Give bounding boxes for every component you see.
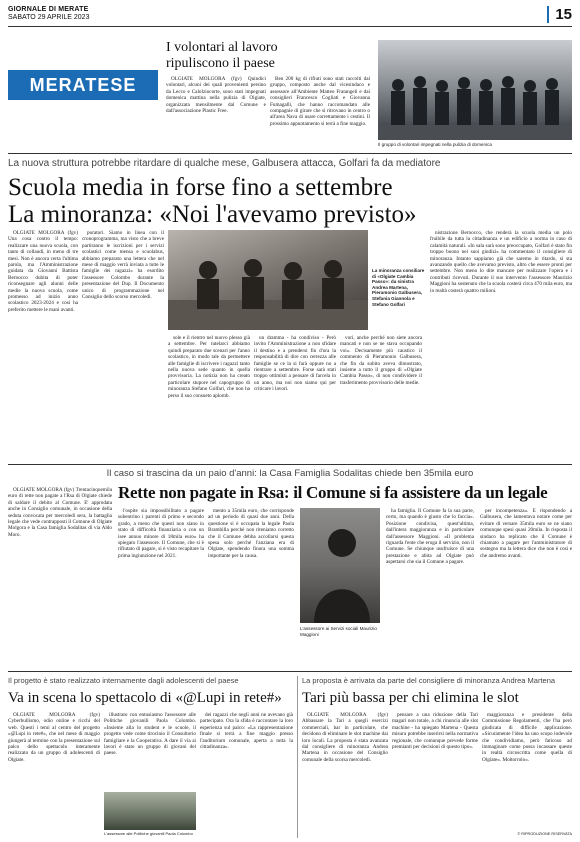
masthead [8,6,89,22]
art2-col2: poratori. Siamo in linea con il cronoprogramma, ma visto che a breve partiranno le iscrizioni per i servizi scolastici come mensa e scuolabus, abbiamo preparato una lettera che nel mese di maggio verrà inviata a tutte le famiglie dei ragazzi» ha esordito l'assessore Colombo durante la presentazione del Dup. Il Documento unico di programmazione nel Consiglio dello scorso mercoledì. [82,230,164,301]
art2-col6: nistrazione Bernocco, che renderà la scuola media un polo fruibile da tutta la cittadinanza e un edificio a norma in caso di calamità naturali. «In sala sarà sono preoccupato, Golfari è stato fin troppo buono nei suoi giudizi» ha commentato il consigliere di minoranza. Intanto sappiamo già che saremo in ritardo, si sta avanzando quello che avevamo previsto, altro che essere pronti per settembre. Non meno lo dite mancare per realizzare l'opera e i contributi ricevuti. Durante il suo intervento l'assessore Maurizio Maggioni ha sostenuto che la scuola costerà circa 470 mila euro, ma in realtà costerà quattro milioni. [430,230,572,294]
colombo-photo-caption: L'assessore alle Politiche giovanili Paola Colombo [104,831,193,836]
volunteers-photo [378,40,572,140]
section-label: MERATESE [8,70,158,100]
art5-col1: OLGIATE MOLGORA (fgv) Abbassare la Tari a quegli esercizi commerciali, bar in particolare, che decidono di eliminare le slot machine dai loro locali. La proposta è stata avanzata dal consigliere di minoranza Andrea Martena in occasione del Consiglio comunale della scorsa mercoledì. [302,712,388,763]
minoranza-photo-caption: La minoranza consiliare di «Olgiate Cambia Passo»: da sinistra Andrea Martena, Pieramonio Galbusera, Stefania Giannola e Stefano Golfari [372,268,425,307]
art1-title [166,40,371,72]
art4-col1: OLGIATE MOLGORA (fgv) Cyberbullismo, odio online e ricchi del web. Questi i temi al centro del progetto «@Lupi in rete#», che nel mese di maggio giungerà al termine con la presentazione sul palco dello spettacolo interamente realizzato da un gruppo di adolescenti di Olgiate. [8,712,100,763]
art4-col2: illustrato con entusiasmo l'assessore alle Politiche giovanili Paola Colombo. «Insieme alla lo student e le scuole, il progetto vede come tirocinio il Consultorio famigliare e la Cooperativa. A dare il via ai lavori è stato un gruppo di giovani del paese. [104,712,196,757]
minoranza-photo [168,230,368,330]
page-header [8,6,572,27]
maggioni-photo-caption: L'assessore ai Servizi sociali Maurizio Maggioni [300,626,377,637]
art1-title-line1: I volontari al lavoro [166,40,278,55]
copyright-note: © RIPRODUZIONE RISERVATA [517,832,572,836]
column-divider [297,676,298,838]
art2-col1: OLGIATE MOLGORA (fgv) Una cosa contro il tempo: realizzare una nuova scuola, con tanto di collaudi, in meno di tre mesi. Non è ancora certa l'ultima parola, ma l'Amministrazione guidata da Giovanni Battista Bernocco dubita di poter riconsegnare agli alunni delle medie la nuova scuola, come promesso ad inizio anno scolastico 2023-2024 e così ha preferito mettere le mani avanti. [8,230,78,313]
art1-col1: OLGIATE MOLGORA (fgv) Quindici volontari, alcuni dei quali provenienti persino da Lecco e Calolziocorte, sono stati impegnati domenica mattina nella pulizia di Olgiate, organizzata mensilmente dal Comune e dall'associazione Plastic Free. [166,76,266,115]
volunteers-photo-figures [378,40,572,140]
art2-col5: vori, anche perché non siete ancora mancati e non se ne stava occupando voi». Decisamente più caustico il commento di Pieramonio Galbusera, che fin da subito aveva dimostrato, insieme a tutto il gruppo di «Olgiate Cambia Passo», di non condividere il trasferimento provvisorio delle medie. [340,335,422,386]
art2-title: Scuola media in forse fino a settembre [8,174,393,201]
art4-kicker: Il progetto è stato realizzato internamente dagli adolescenti del paese [8,676,239,685]
paper-name: GIORNALE DI MERATE [8,6,89,13]
art3-kicker: Il caso si trascina da un paio d'anni: la Casa Famiglia Sodalitas chiede ben 35mila euro [106,468,474,479]
art2-col4: un dramma - ha condiviso - Però invito l'Amministrazione a non sfidare il destino e a prendersi fin d'ora la responsabilità di dire con certezza alle famiglie se ce la si farà oppure no a rientrare a settembre. Forse sarà stati troppo ottimisti a pensare di farcela in un anno, ma noi non siamo qui per criticare i lavori. [254,335,336,393]
art3-col4: ha famiglia. Il Comune fa la sua parte, certo, ma quando è giusto che lo faccia». Posizione condivisa, quest'ultima, dall'intera maggioranza e in particolare dall'assessore Maggioni. «Il problema riguarda l'ente che eroga il servizio, non il Comune. Se chiunque usufruisce di una prestazione e abita ad Olgiate può aspettarsi che sia il Comune a pagare. [386,508,474,566]
art4-col3: dei ragazzi che negli anni ne avevano già partecipato. Ora la sfida è raccontare la loro esperienza sul palco: «La rappresentazione finale si terrà a fine maggio presso l'auditorium comunale, aperta a tutta la cittadinanza». [200,712,293,751]
art5-title: Tari più bassa per chi elimina le slot [302,690,519,706]
issue-date: SABATO 29 APRILE 2023 [8,14,90,21]
volunteers-photo-caption: Il gruppo di volontari impegnati nella pulizia di domenica [378,142,492,147]
art1-col2: Ben 200 kg di rifiuti sono stati raccolti dal gruppo, composto anche dal vicesindaco e assessore all'Ambiente Matteo Fratangeli e dai consiglieri Francesco Cogliati e Giovanna Fumagalli, che hanno raccomandato alle compagnie di girare che si ritrovano in centro o all'area Nava di usare correttamente i cestini. Il prossimo appuntamento si terrà a fine maggio. [270,76,370,127]
art5-col3: maggioranza e presidente della Commissione Regolamenti, che l'ha però giudicata di difficile applicazione. «Sicuramente l'idea ha uno scopo lodevole che condividiamo, però faticoso ad immaginare come possa incassare queste in realtà circoscritta come quella di Olgiate». Moltorrolo». [482,712,572,763]
art3-col2: l'ospite sia impossibilitato a pagare subentrino i parenti di primo e secondo grado, a meno che questi non siano in stato di difficoltà finanziaria o con un isee annuo minore di 18mila euro» ha spiegato l'assessore. Il Comune, che si è rifiutato di pagare, si è visto recapitare la prima ingiunzione nel 2021. [118,508,204,559]
colombo-photo [104,792,196,830]
maggioni-photo-figure [300,508,380,623]
art5-col2: pensare a una riduzione della Tari magari non totale, a chi rinuncia alle slot machine - ha spiegato Martena - Questa misura potrebbe inserirsi nella normativa regionale, che comunque prevede forme premianti per decisioni di questo tipo». [392,712,478,751]
minoranza-photo-figures [168,230,368,330]
art2-kicker: La nuova struttura potrebbe ritardare di qualche mese, Galbusera attacca, Golfari fa da mediatore [8,158,441,169]
art3-col1: OLGIATE MOLGORA (fgv) Trentacinquemila euro di rette non pagate a l'Rsa di Olgiate chiede di saldare il debito al Comune. E' approdata anche in Consiglio comunale, in occasione della seduta convocata per mercoledì sera, la battaglia legale che vede contrapposti il Comune di Olgiate Molgora e la Casa famiglia Sodalitas di via Aldo Moro. [8,487,112,538]
art1-title-line2: ripuliscono il paese [166,56,275,71]
art2-col3: sole e il rientro nel nuovo plesso già a settembre. Per tutelarci abbiamo quindi preparato due scenari per l'anno scolastico, in modo tale da permettere alle famiglie di iscrivere i ragazzi tanto nella nuova sede quanto in quella provvisoria. La notizia non ha creato particolare stupore nel capogruppo di minoranza Stefano Golfari, che non ha perso il suo consueto aplomb. [168,335,250,399]
divider [8,671,572,672]
art4-title: Va in scena lo spettacolo di «@Lupi in rete#» [8,690,282,706]
art3-title: Rette non pagate in Rsa: il Comune si fa assistere da un legale [118,483,548,502]
art5-kicker: La proposta è arrivata da parte del consigliere di minoranza Andrea Martena [302,676,556,685]
divider [8,153,572,154]
divider [8,464,572,465]
page-number: 15 [547,6,572,23]
art3-col3: mento a 35mila euro, che corrisponde ad un periodo di quasi due anni. Della questione si è occupata la legale Paola Brambilla perché non riteniamo corretto che il Comune debba accollarsi questa spesa solo perché l'anziana era di Olgiate, spendendo finora una somma importante per la causa. [208,508,294,559]
art3-col5: per incompetenza». E rispondendo a Galbusera, che lamentava notare come per evitare di versare 35mila euro se ne siano comunque spesi quasi 20mila. In risposta il sindaco ha replicato che il Comune è chiamato a pagare per l'amministratore di sostegno ma la lettera dice che non è così e che andremo avanti. [480,508,572,559]
maggioni-photo [300,508,380,623]
art2-subtitle: La minoranza: «Noi l'avevamo previsto» [8,201,417,228]
